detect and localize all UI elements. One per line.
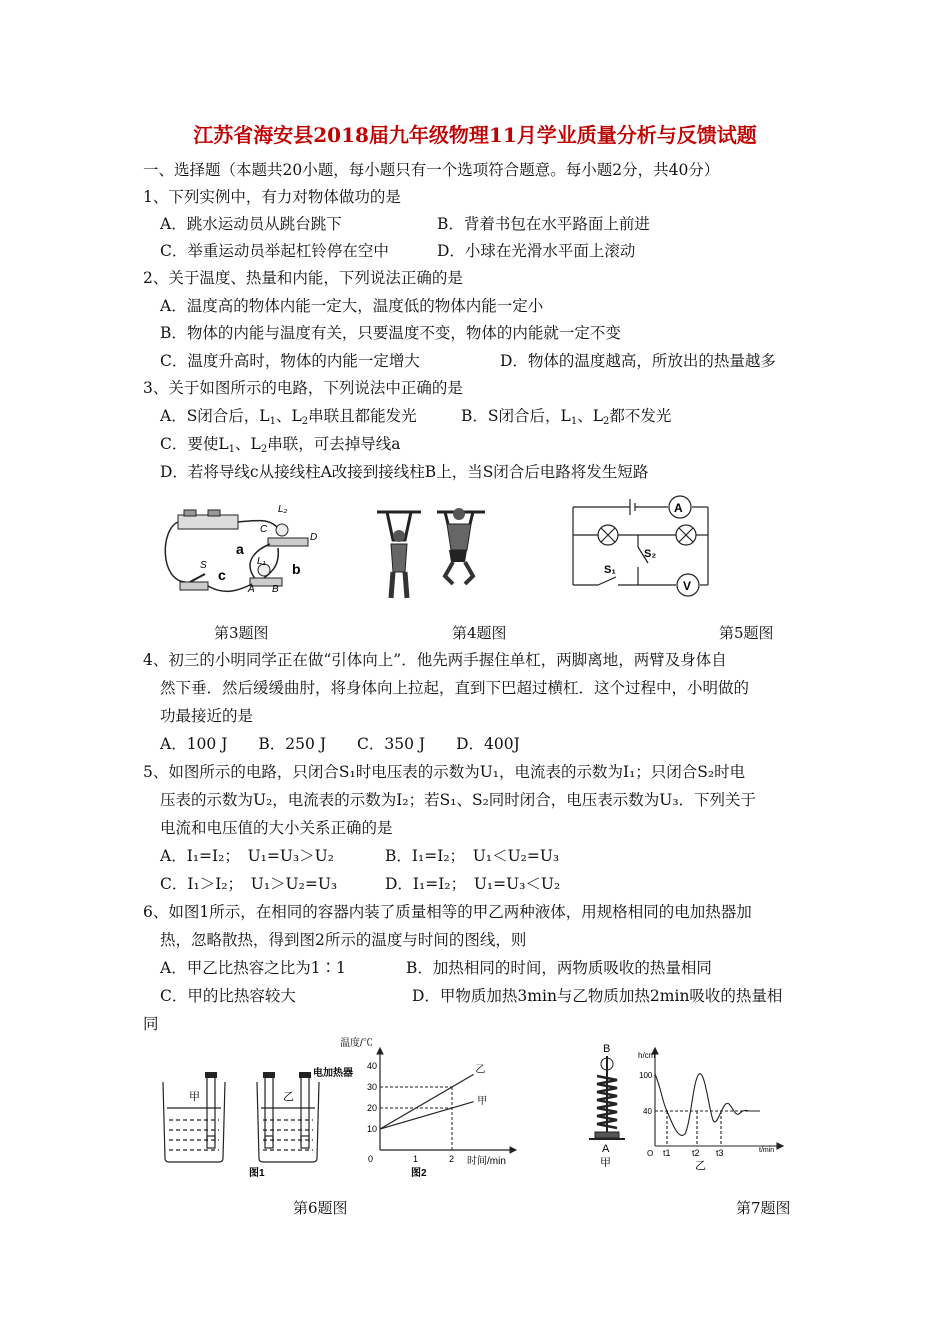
figure-6-graph [340,1038,525,1180]
q5-option-c: C．I₁＞I₂； U₁＞U₂=U₃ [160,875,338,893]
page-title: 江苏省海安县2018届九年级物理11月学业质量分析与反馈试题 [193,123,757,147]
figure-7-spring [585,1040,635,1180]
fig5-ammeter: A [674,501,683,515]
question-5-line-1: 5、如图所示的电路，只闭合S₁时电压表的示数为U₁，电流表的示数为I₁；只闭合S₂时电 [143,763,746,781]
figure-3-circuit [160,500,330,610]
q6-option-d: D．甲物质加热3min与乙物质加热2min吸收的热量相 [412,987,783,1005]
figure-3-caption: 第3题图 [214,624,269,642]
fig7-y-axis-label: h/cm [638,1051,656,1060]
graph-y-tick: 10 [367,1124,378,1134]
q3-option-b: B．S闭合后，$L_1$、$L_2$都不发光 [461,407,672,427]
fig3-label-C: C [260,524,268,535]
figure-7-oscillation-graph [635,1048,785,1172]
fig7-label-B: B [603,1043,611,1055]
q2-option-d: D．物体的温度越高，所放出的热量越多 [500,352,776,370]
figure-4-pull-up [375,500,495,605]
fig3-label-B: B [272,584,279,595]
fig7-t3: t3 [716,1148,724,1158]
q6-option-d-continued: 同 [143,1015,159,1033]
figure-5-caption: 第5题图 [719,624,774,642]
figure-5-circuit [568,495,728,600]
fig3-label-c: c [218,567,226,583]
graph-x-tick: 0 [368,1154,374,1164]
graph-y-tick: 20 [367,1103,378,1113]
graph-x-tick: 1 [413,1154,419,1164]
figure-6-beakers [155,1068,355,1183]
fig6-label-1: 图1 [249,1168,265,1179]
q2-option-c: C．温度升高时，物体的内能一定增大 [160,352,420,370]
q6-option-c: C．甲的比热容较大 [160,987,296,1005]
figure-6-caption: 第6题图 [293,1199,348,1217]
question-4-line-1: 4、初三的小明同学正在做“引体向上”．他先两手握住单杠，两脚离地，两臂及身体自 [143,651,727,669]
question-6-line-1: 6、如图1所示，在相同的容器内装了质量相等的甲乙两种液体，用规格相同的电加热器加 [143,903,752,921]
fig7-label-yi: 乙 [695,1160,706,1172]
fig5-voltmeter: V [683,579,692,593]
q5-option-a: A．I₁=I₂； U₁=U₃＞U₂ [160,847,334,865]
q1-option-b: B．背着书包在水平路面上前进 [437,215,650,233]
fig6-heater-label: 电加热器 [313,1068,353,1079]
question-4-line-3: 功最接近的是 [160,707,254,725]
q2-option-a: A．温度高的物体内能一定大，温度低的物体内能一定小 [160,297,544,315]
q3-option-d: D．若将导线c从接线柱A改接到接线柱B上，当S闭合后电路将发生短路 [160,463,649,481]
graph-line-yi [380,1074,474,1129]
fig3-label-a: a [236,541,244,557]
q3-option-a: A．S闭合后，$L_1$、$L_2$串联且都能发光 [160,407,417,427]
q5-option-d: D．I₁=I₂； U₁=U₃＜U₂ [385,875,561,893]
q1-option-c: C．举重运动员举起杠铃停在空中 [160,242,389,260]
fig7-t2: t2 [692,1148,700,1158]
fig5-label-s2: S₂ [644,548,657,560]
question-3-stem: 3、关于如图所示的电路，下列说法中正确的是 [143,379,463,397]
graph-y-tick: 40 [367,1061,378,1071]
fig7-y-100: 100 [639,1071,653,1080]
question-2-stem: 2、关于温度、热量和内能，下列说法正确的是 [143,269,463,287]
question-5-line-3: 电流和电压值的大小关系正确的是 [160,819,393,837]
fig7-t1: t1 [663,1148,671,1158]
fig7-label-jia: 甲 [600,1157,611,1169]
fig3-label-A: A [248,584,255,595]
graph-y-axis-label: 温度/℃ [340,1038,373,1049]
fig6-beaker-jia: 甲 [189,1091,200,1103]
section-heading: 一、选择题（本题共20小题，每小题只有一个选项符合题意。每小题2分，共40分） [143,161,720,179]
fig7-y-40: 40 [643,1107,652,1116]
question-4-line-2: 然下垂．然后缓缓曲肘，将身体向上拉起，直到下巴超过横杠．这个过程中，小明做的 [160,679,750,697]
fig3-label-L1: L₁ [257,556,266,567]
graph-x-axis-label: 时间/min [467,1156,506,1167]
fig7-x-axis-label: t/min [759,1147,775,1154]
graph-x-tick: 2 [449,1154,455,1164]
figure-7-caption: 第7题图 [736,1199,791,1217]
fig7-label-A: A [602,1143,610,1155]
q6-option-a: A．甲乙比热容之比为1∶1 [160,959,346,977]
q4-options: A．100 J B．250 J C．350 J D．400J [160,735,520,753]
q1-option-d: D．小球在光滑水平面上滚动 [437,242,636,260]
q1-option-a: A．跳水运动员从跳台跳下 [160,215,342,233]
fig3-label-L2: L₂ [278,504,288,515]
graph-line-jia-label: 甲 [477,1095,488,1107]
fig6-beaker-yi: 乙 [283,1091,294,1103]
q3-option-c: C．要使$L_1$、$L_2$串联，可去掉导线a [160,435,401,455]
fig5-label-s1: S₁ [604,564,616,576]
fig6-label-2: 图2 [411,1168,427,1179]
fig3-label-S: S [200,560,207,571]
question-1-stem: 1、下列实例中，有力对物体做功的是 [143,188,401,206]
fig3-label-b: b [292,561,301,577]
fig7-origin: O [647,1149,654,1158]
graph-line-jia [380,1102,474,1129]
fig3-label-D: D [310,532,318,543]
graph-y-tick: 30 [367,1082,378,1092]
question-5-line-2: 压表的示数为U₂，电流表的示数为I₂；若S₁、S₂同时闭合，电压表示数为U₃．下列关于 [160,791,757,809]
figure-4-caption: 第4题图 [452,624,507,642]
q5-option-b: B．I₁=I₂； U₁＜U₂=U₃ [385,847,560,865]
q2-option-b: B．物体的内能与温度有关，只要温度不变，物体的内能就一定不变 [160,324,621,342]
q6-option-b: B．加热相同的时间，两物质吸收的热量相同 [406,959,712,977]
question-6-line-2: 热，忽略散热，得到图2所示的温度与时间的图线，则 [160,931,527,949]
graph-line-yi-label: 乙 [475,1064,486,1076]
